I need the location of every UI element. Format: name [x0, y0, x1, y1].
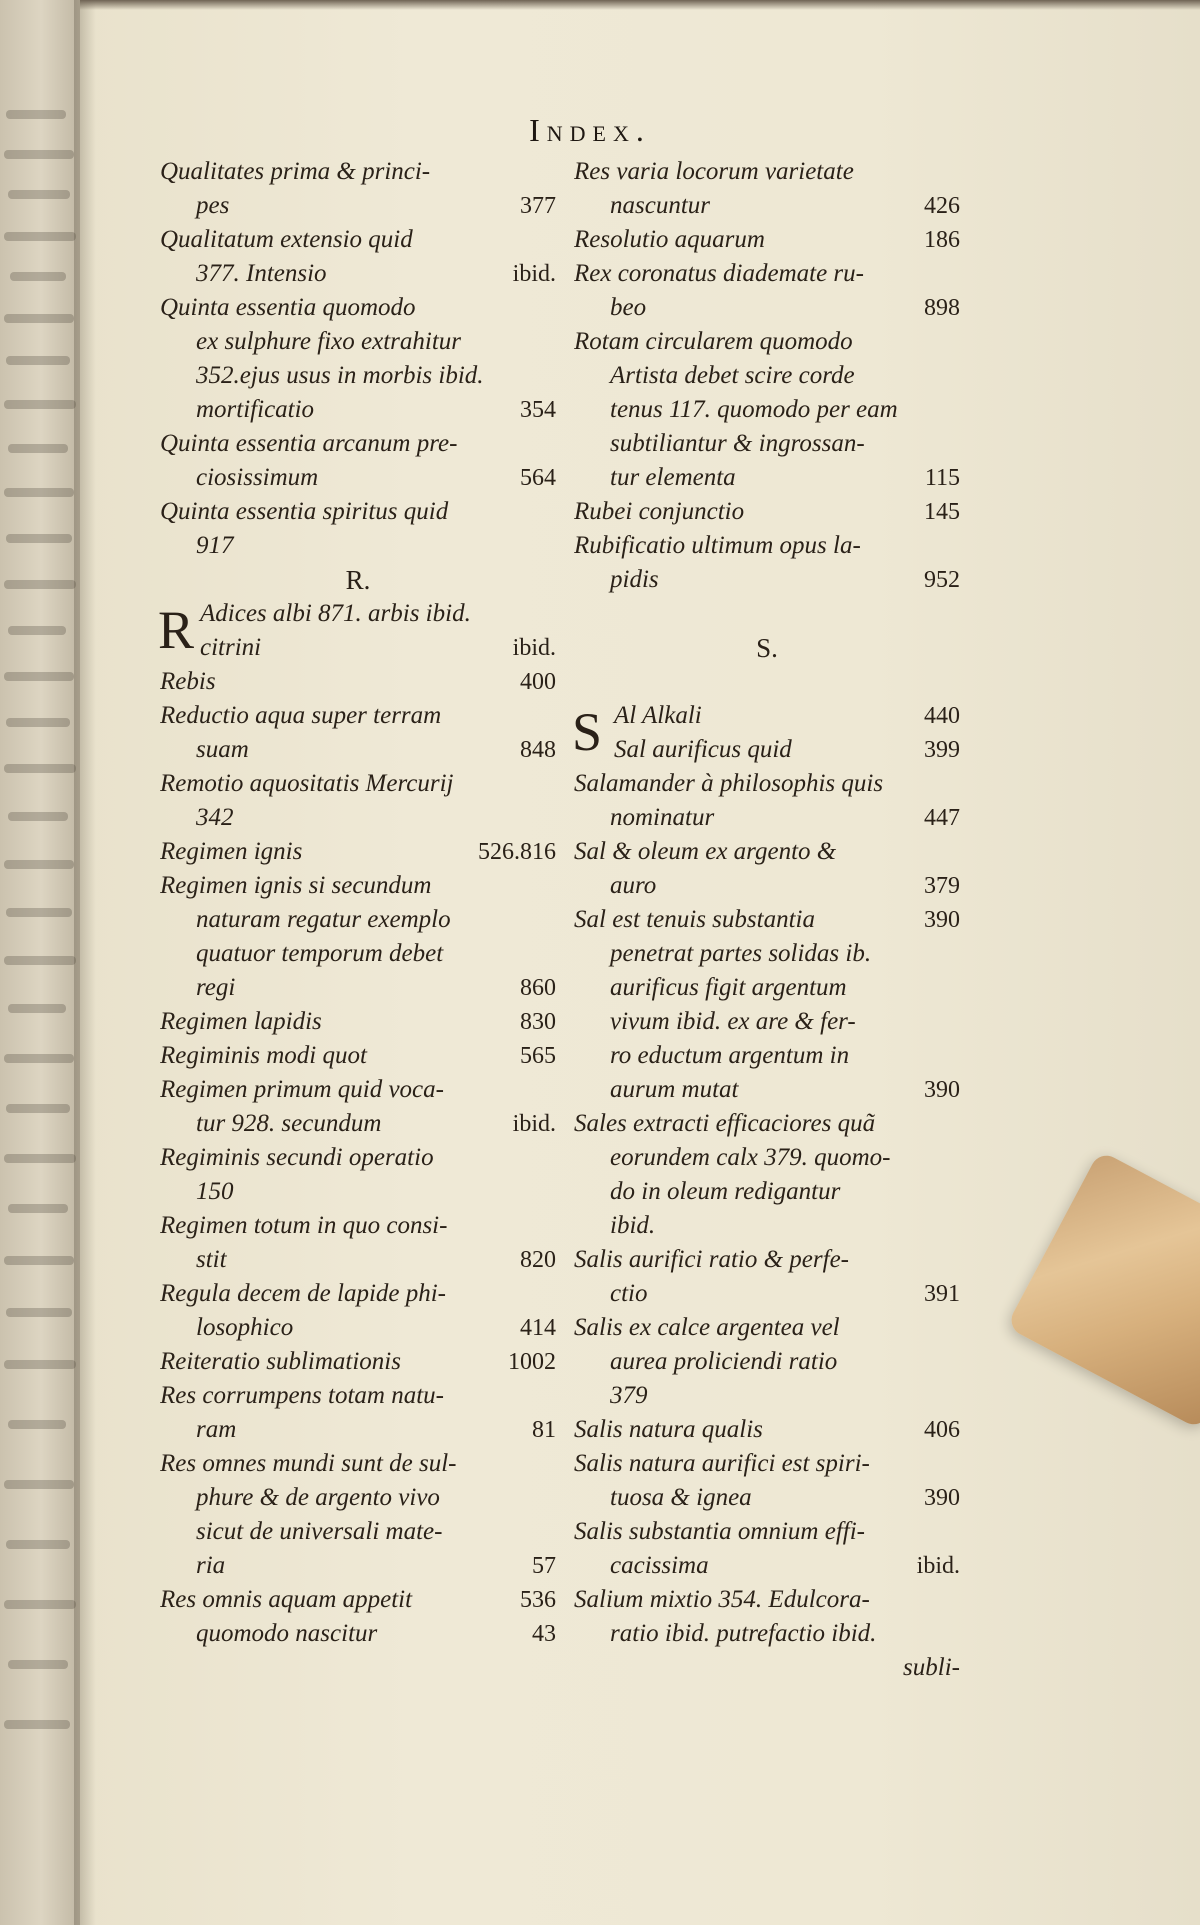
page-reference: 820	[520, 1247, 556, 1273]
index-entry-line	[160, 393, 556, 427]
page-reference: 43	[532, 1621, 556, 1647]
index-entry-line	[574, 1107, 960, 1141]
index-entry-line	[160, 495, 556, 529]
entry-text: tenus 117. quomodo per eam	[610, 396, 898, 423]
entry-text: Res omnes mundi sunt de sul-	[160, 1450, 457, 1477]
index-entry-line	[160, 1447, 556, 1481]
entry-text: Res varia locorum varietate	[574, 158, 854, 185]
index-entry-line	[160, 1515, 556, 1549]
page-reference: 81	[532, 1417, 556, 1443]
index-entry-line	[574, 1583, 960, 1617]
drop-capital: R	[158, 600, 195, 660]
index-entry-line	[160, 1413, 556, 1447]
entry-text: Rotam circularem quomodo	[574, 328, 853, 355]
entry-text: Salis aurifici ratio & perfe-	[574, 1246, 849, 1273]
index-entry-line	[574, 563, 960, 597]
index-entry-line	[160, 1209, 556, 1243]
page-reference: 414	[520, 1315, 556, 1341]
page-reference: ibid.	[512, 1111, 556, 1137]
section-letter: R.	[345, 565, 371, 595]
index-entry-line	[574, 257, 960, 291]
index-entry-line	[160, 869, 556, 903]
entry-text: 917	[196, 532, 234, 559]
entry-text: quomodo nascitur	[196, 1620, 378, 1647]
entry-text: 377. Intensio	[196, 260, 327, 287]
page-reference: 1002	[508, 1349, 556, 1375]
index-entry-line	[574, 1005, 960, 1039]
index-entry-line	[160, 1311, 556, 1345]
index-entry-line	[574, 1073, 960, 1107]
blank-line	[574, 665, 960, 699]
entry-text: Regiminis secundi operatio	[160, 1144, 434, 1171]
index-entry-line	[160, 1583, 556, 1617]
index-entry-line	[574, 291, 960, 325]
page-reference: 186	[924, 227, 960, 253]
index-column-left	[160, 155, 556, 1651]
entry-text: Rex coronatus diademate ru-	[574, 260, 864, 287]
entry-text: ex sulphure fixo extrahitur	[196, 328, 461, 355]
entry-text: Al Alkali	[614, 702, 702, 729]
index-entry-line	[160, 665, 556, 699]
entry-text: sicut de universali mate-	[196, 1518, 443, 1545]
page-reference: 426	[924, 193, 960, 219]
index-entry-line	[160, 1073, 556, 1107]
page-reference: 390	[924, 1485, 960, 1511]
page-reference: 390	[924, 907, 960, 933]
entry-text: tuosa & ignea	[610, 1484, 752, 1511]
entry-text: regi	[196, 974, 236, 1001]
page-reference: ibid.	[512, 261, 556, 287]
blank-line	[574, 597, 960, 631]
entry-text: cacissima	[610, 1552, 709, 1579]
index-entry-line	[160, 223, 556, 257]
index-entry-line	[160, 257, 556, 291]
page-reference: 848	[520, 737, 556, 763]
entry-text: penetrat partes solidas ib.	[610, 940, 872, 967]
entry-text: Quinta essentia quomodo	[160, 294, 416, 321]
index-entry-line	[160, 1617, 556, 1651]
entry-text: 342	[196, 804, 234, 831]
index-entry-line	[160, 1005, 556, 1039]
entry-text: Qualitatum extensio quid	[160, 226, 413, 253]
entry-text: Salamander à philosophis quis	[574, 770, 884, 797]
index-entry-line	[574, 1175, 960, 1209]
entry-text: Quinta essentia arcanum pre-	[160, 430, 458, 457]
entry-text: stit	[196, 1246, 227, 1273]
facing-page-edge	[0, 0, 82, 1925]
index-entry-line	[160, 1379, 556, 1413]
entry-text: Res omnis aquam appetit	[160, 1586, 413, 1613]
entry-text: pes	[196, 192, 230, 219]
page-reference: 440	[924, 703, 960, 729]
entry-text: tur 928. secundum	[196, 1110, 382, 1137]
entry-text: do in oleum redigantur	[610, 1178, 841, 1205]
index-column-right	[574, 155, 960, 1685]
entry-text: citrini	[200, 634, 262, 661]
page-reference: 390	[924, 1077, 960, 1103]
index-entry-line	[574, 393, 960, 427]
entry-text: Regiminis modi quot	[160, 1042, 367, 1069]
index-entry-line	[160, 801, 556, 835]
page-reference: 391	[924, 1281, 960, 1307]
entry-text: aurum mutat	[610, 1076, 739, 1103]
page-reference: 145	[924, 499, 960, 525]
page-reference: 354	[520, 397, 556, 423]
index-entry-line	[160, 1481, 556, 1515]
index-entry-line	[574, 427, 960, 461]
entry-text: Rebis	[160, 668, 216, 695]
entry-text: ratio ibid. putrefactio ibid.	[610, 1620, 877, 1647]
entry-text: Salium mixtio 354. Edulcora-	[574, 1586, 870, 1613]
section-letter: S.	[756, 633, 778, 663]
index-entry-line	[574, 835, 960, 869]
entry-text: Salis natura qualis	[574, 1416, 763, 1443]
index-entry-line	[574, 733, 960, 767]
index-entry-line	[574, 903, 960, 937]
page-reference: ibid.	[512, 635, 556, 661]
index-entry-line	[160, 325, 556, 359]
entry-text: aurificus figit argentum	[610, 974, 847, 1001]
entry-text: suam	[196, 736, 249, 763]
page-reference: 447	[924, 805, 960, 831]
page-reference: 952	[924, 567, 960, 593]
index-entry-line	[574, 1651, 960, 1685]
entry-text: 352.ejus usus in morbis ibid.	[196, 362, 484, 389]
entry-text: ria	[196, 1552, 226, 1579]
index-entry-line	[160, 699, 556, 733]
index-entry-line	[160, 1549, 556, 1583]
entry-text: nascuntur	[610, 192, 710, 219]
index-entry-line	[160, 1243, 556, 1277]
page-reference: 565	[520, 1043, 556, 1069]
page-reference: 400	[520, 669, 556, 695]
entry-text: Adices albi 871. arbis ibid.	[200, 600, 471, 627]
book-gutter	[74, 0, 96, 1925]
index-entry-line	[160, 903, 556, 937]
index-entry-line	[574, 495, 960, 529]
index-entry-line	[574, 801, 960, 835]
entry-text: mortificatio	[196, 396, 315, 423]
entry-text: aurea proliciendi ratio	[610, 1348, 838, 1375]
index-entry-line	[574, 1413, 960, 1447]
entry-text: 150	[196, 1178, 234, 1205]
index-entry-line	[160, 937, 556, 971]
entry-text: Reiteratio sublimationis	[160, 1348, 401, 1375]
index-entry-line	[574, 1447, 960, 1481]
entry-text: Regula decem de lapide phi-	[160, 1280, 447, 1307]
entry-text: Reductio aqua super terram	[160, 702, 442, 729]
index-entry-line	[574, 1243, 960, 1277]
index-entry-line	[574, 1481, 960, 1515]
index-entry-line	[574, 1311, 960, 1345]
entry-text: Salis ex calce argentea vel	[574, 1314, 840, 1341]
index-entry-line	[160, 529, 556, 563]
index-entry-line	[574, 1141, 960, 1175]
index-entry-line	[160, 1039, 556, 1073]
index-entry-line	[574, 937, 960, 971]
entry-text: pidis	[610, 566, 659, 593]
index-entry-line	[574, 1345, 960, 1379]
index-entry-line	[574, 223, 960, 257]
index-entry-line	[160, 835, 556, 869]
entry-text: Rubei conjunctio	[574, 498, 745, 525]
index-entry-line	[160, 1277, 556, 1311]
catchword: subli-	[903, 1654, 960, 1681]
index-entry-line	[574, 155, 960, 189]
entry-text: Regimen ignis si secundum	[160, 872, 432, 899]
entry-text: ibid.	[610, 1212, 656, 1239]
index-entry-line	[160, 767, 556, 801]
page-reference: 115	[924, 465, 960, 491]
index-entry-line	[160, 1107, 556, 1141]
entry-text: phure & de argento vivo	[196, 1484, 440, 1511]
entry-text: Regimen totum in quo consi-	[160, 1212, 448, 1239]
index-entry-line	[574, 529, 960, 563]
index-entry-line	[574, 325, 960, 359]
entry-text: beo	[610, 294, 647, 321]
entry-text: Salis natura aurifici est spiri-	[574, 1450, 870, 1477]
index-entry-line	[574, 767, 960, 801]
entry-text: Res corrumpens totam natu-	[160, 1382, 444, 1409]
entry-text: Artista debet scire corde	[610, 362, 855, 389]
index-entry-line	[574, 1379, 960, 1413]
entry-text: 379	[610, 1382, 648, 1409]
index-entry-line	[160, 359, 556, 393]
page-reference: 564	[520, 465, 556, 491]
entry-text: Regimen primum quid voca-	[160, 1076, 444, 1103]
entry-text: Sal & oleum ex argento &	[574, 838, 837, 865]
index-entry-line	[574, 189, 960, 223]
page-top-shadow	[80, 0, 1200, 10]
entry-text: Quinta essentia spiritus quid	[160, 498, 449, 525]
index-entry-line	[160, 427, 556, 461]
entry-text: ram	[196, 1416, 237, 1443]
page-reference: 898	[924, 295, 960, 321]
index-entry-line	[574, 461, 960, 495]
entry-text: ro eductum argentum in	[610, 1042, 850, 1069]
entry-text: quatuor temporum debet	[196, 940, 444, 967]
page-reference: 57	[532, 1553, 556, 1579]
page-reference: 536	[520, 1587, 556, 1613]
index-entry-line	[160, 155, 556, 189]
entry-text: subtiliantur & ingrossan-	[610, 430, 865, 457]
entry-text: Sal aurificus quid	[614, 736, 792, 763]
page-reference: 377	[520, 193, 556, 219]
index-entry-line	[574, 1039, 960, 1073]
index-entry-line	[574, 1515, 960, 1549]
index-entry-line	[160, 631, 556, 665]
entry-text: vivum ibid. ex are & fer-	[610, 1008, 856, 1035]
entry-text: naturam regatur exemplo	[196, 906, 451, 933]
entry-text: ctio	[610, 1280, 648, 1307]
index-entry-line	[160, 1345, 556, 1379]
entry-text: auro	[610, 872, 657, 899]
entry-text: Resolutio aquarum	[574, 226, 765, 253]
entry-text: Qualitates prima & princi-	[160, 158, 431, 185]
index-entry-line	[574, 359, 960, 393]
entry-text: Sales extracti efficaciores quã	[574, 1110, 876, 1137]
index-entry-line	[574, 869, 960, 903]
entry-text: Regimen ignis	[160, 838, 303, 865]
page-reference: 526.816	[478, 839, 556, 865]
index-entry-line	[160, 291, 556, 325]
index-entry-line	[574, 1549, 960, 1583]
index-entry-line	[574, 1617, 960, 1651]
entry-text: eorundem calx 379. quomo-	[610, 1144, 891, 1171]
entry-text: nominatur	[610, 804, 715, 831]
page-reference: 860	[520, 975, 556, 1001]
page-reference: 406	[924, 1417, 960, 1443]
index-entry-line	[160, 189, 556, 223]
page-reference: 379	[924, 873, 960, 899]
index-entry-line	[160, 971, 556, 1005]
entry-text: losophico	[196, 1314, 294, 1341]
drop-capital: S	[572, 702, 603, 762]
entry-text: Rubificatio ultimum opus la-	[574, 532, 861, 559]
index-entry-line	[160, 1175, 556, 1209]
entry-text: Regimen lapidis	[160, 1008, 322, 1035]
index-entry-line	[160, 461, 556, 495]
index-entry-line	[574, 971, 960, 1005]
entry-text: Sal est tenuis substantia	[574, 906, 815, 933]
entry-text: tur elementa	[610, 464, 736, 491]
index-entry-line	[574, 1277, 960, 1311]
entry-text: ciosissimum	[196, 464, 319, 491]
entry-text: Remotio aquositatis Mercurij	[160, 770, 454, 797]
page-reference: ibid.	[916, 1553, 960, 1579]
page-header: Index.	[529, 112, 651, 148]
page-reference: 830	[520, 1009, 556, 1035]
index-entry-line	[160, 1141, 556, 1175]
index-entry-line	[574, 1209, 960, 1243]
index-entry-line	[160, 733, 556, 767]
page-reference: 399	[924, 737, 960, 763]
entry-text: Salis substantia omnium effi-	[574, 1518, 865, 1545]
